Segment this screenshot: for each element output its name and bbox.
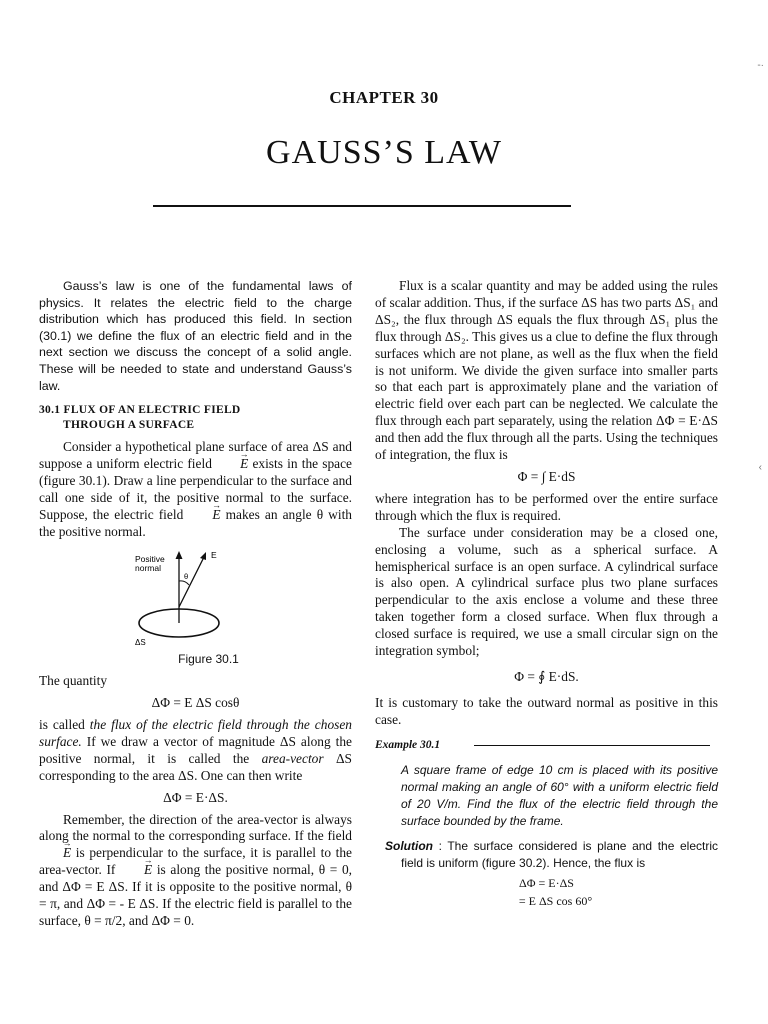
section-heading-line-1: 30.1 FLUX OF AN ELECTRIC FIELD [39,404,241,417]
equation-flux: ΔΦ = E ΔS cosθ [151,695,240,711]
italic-segment: the flux of the electric field through the chosen surface. [39,717,352,749]
section-heading [39,403,352,433]
paragraph-integration: where integration has to be performed over the entire surface through which the flux is required. [375,490,718,523]
section-heading-line-2: THROUGH A SURFACE [63,419,195,432]
field-line [179,557,204,607]
label-theta: θ [184,571,189,581]
label-e: E [211,549,217,560]
intro-paragraph: Gauss’s law is one of the fundamental laws of physics. It relates the electric field to the charge distribution which has produced this field. In section (30.1) we define the flux of an electric field and in the next section we discuss the concept of a solid angle. These will be needed to state and understand Gauss’s law. [39,279,352,393]
paragraph-plane-surface [39,439,352,540]
example-label: Example 30.1 [375,738,441,751]
quantity-text: The quantity [39,673,108,689]
label-area: ΔS [135,637,146,647]
text-segment: Consider a hypothetical plane surface of area ΔS and suppose a uniform electric field [39,439,352,472]
paragraph-scalar-flux: Flux is a scalar quantity and may be added using the rules of scalar addition. Thus, if the surface ΔS has two parts ΔS₁ and ΔS₂, the flux through ΔS equals the flux through ΔS₁ plus the flux through ΔS₂. This gives us a clue to define the flux through surfaces which are not plane, as well as the flux when the field is not uniform. We divide the given surface into smaller parts so that each part is approximately plane and the variation of electric field over each part can be neglected. We calculate the flux through each part separately, using the relation ΔΦ = E·ΔS and then add the flux through all the parts. Using the techniques of integration, the flux is [375,278,718,463]
text-segment: If we draw a vector of magnitude ΔS along the positive normal, it is called the [39,733,352,766]
text-segment: ΔS corresponding to the area ΔS. One can then write [39,750,353,783]
equation-dot-product: ΔΦ = E·ΔS. [163,789,228,805]
equation-solution-1: ΔΦ = E·ΔS [519,875,574,890]
solution-paragraph [375,838,718,872]
normal-arrow-head [176,551,183,559]
vector-e: → E [188,507,220,524]
vector-e: → E [120,862,152,879]
text-segment: is called [39,717,90,732]
text-segment: is perpendicular to the surface, it is parallel to the area-vector. If [39,845,352,878]
vector-e: → E [39,845,71,862]
figure-caption: Figure 30.1 [178,651,239,666]
equation-solution-2: = E ΔS cos 60° [518,894,593,909]
example-header [375,737,718,754]
figure-30-1 [39,549,352,649]
flux-diagram [39,549,352,649]
title-rule [153,205,571,207]
example-question: A square frame of edge 10 cm is placed with its positive normal making an angle of 60° with a uniform electric field of 20 V/m. Find the flux of the electric field through the surface bounded by the frame. [401,762,718,828]
chapter-label: CHAPTER 30 [329,88,439,107]
italic-segment: area-vector [261,750,324,766]
label-positive: Positive [135,553,165,564]
paragraph-flux-definition [39,717,352,785]
right-column [375,278,718,910]
text-segment: Remember, the direction of the area-vector is always along the normal to the corresponding surface. If the field [39,811,352,844]
solution-label: Solution [385,838,433,853]
paragraph-area-vector [39,812,352,930]
solution-text: : The surface considered is plane and the electric field is uniform (figure 30.2). Hence, the flux is [401,838,718,870]
left-column [39,278,352,930]
angle-arc [179,580,189,584]
field-arrow-head [200,552,206,560]
equation-integral: Φ = ∫ E·dS [517,468,576,484]
example-rule [474,745,710,746]
equation-closed-integral: Φ = ∮ E·dS. [514,668,579,684]
text-segment: makes an angle θ with the positive normal. [39,506,352,539]
vector-e: → E [216,456,248,473]
page-title: GAUSS’S LAW [266,134,502,171]
text-segment: exists in the space (figure 30.1). Draw a line perpendicular to the surface and call one side of it, the positive normal to the surface. Suppose, the electric field [39,456,353,522]
label-normal: normal [135,562,161,573]
text-segment: is along the positive normal, θ = 0, and ΔΦ = E ΔS. If it is opposite to the positive normal, θ = π, and ΔΦ = - E ΔS. If the electric field is parallel to the surface, θ = π/2, and ΔΦ = 0. [39,862,352,928]
paragraph-outward-normal: It is customary to take the outward normal as positive in this case. [375,694,718,727]
margin-mark: -· [757,60,764,71]
margin-mark: ‹ [758,462,762,473]
paragraph-closed-surface: The surface under consideration may be a closed one, enclosing a volume, such as a spherical surface. A hemispherical surface is an open surface. A cylindrical surface is also open. A cylindrical surface plus two plane surfaces perpendicular to the axis enclose a volume and these three taken together form a closed surface. When flux through a closed surface is required, we use a small circular sign on the integration symbol; [375,524,718,659]
